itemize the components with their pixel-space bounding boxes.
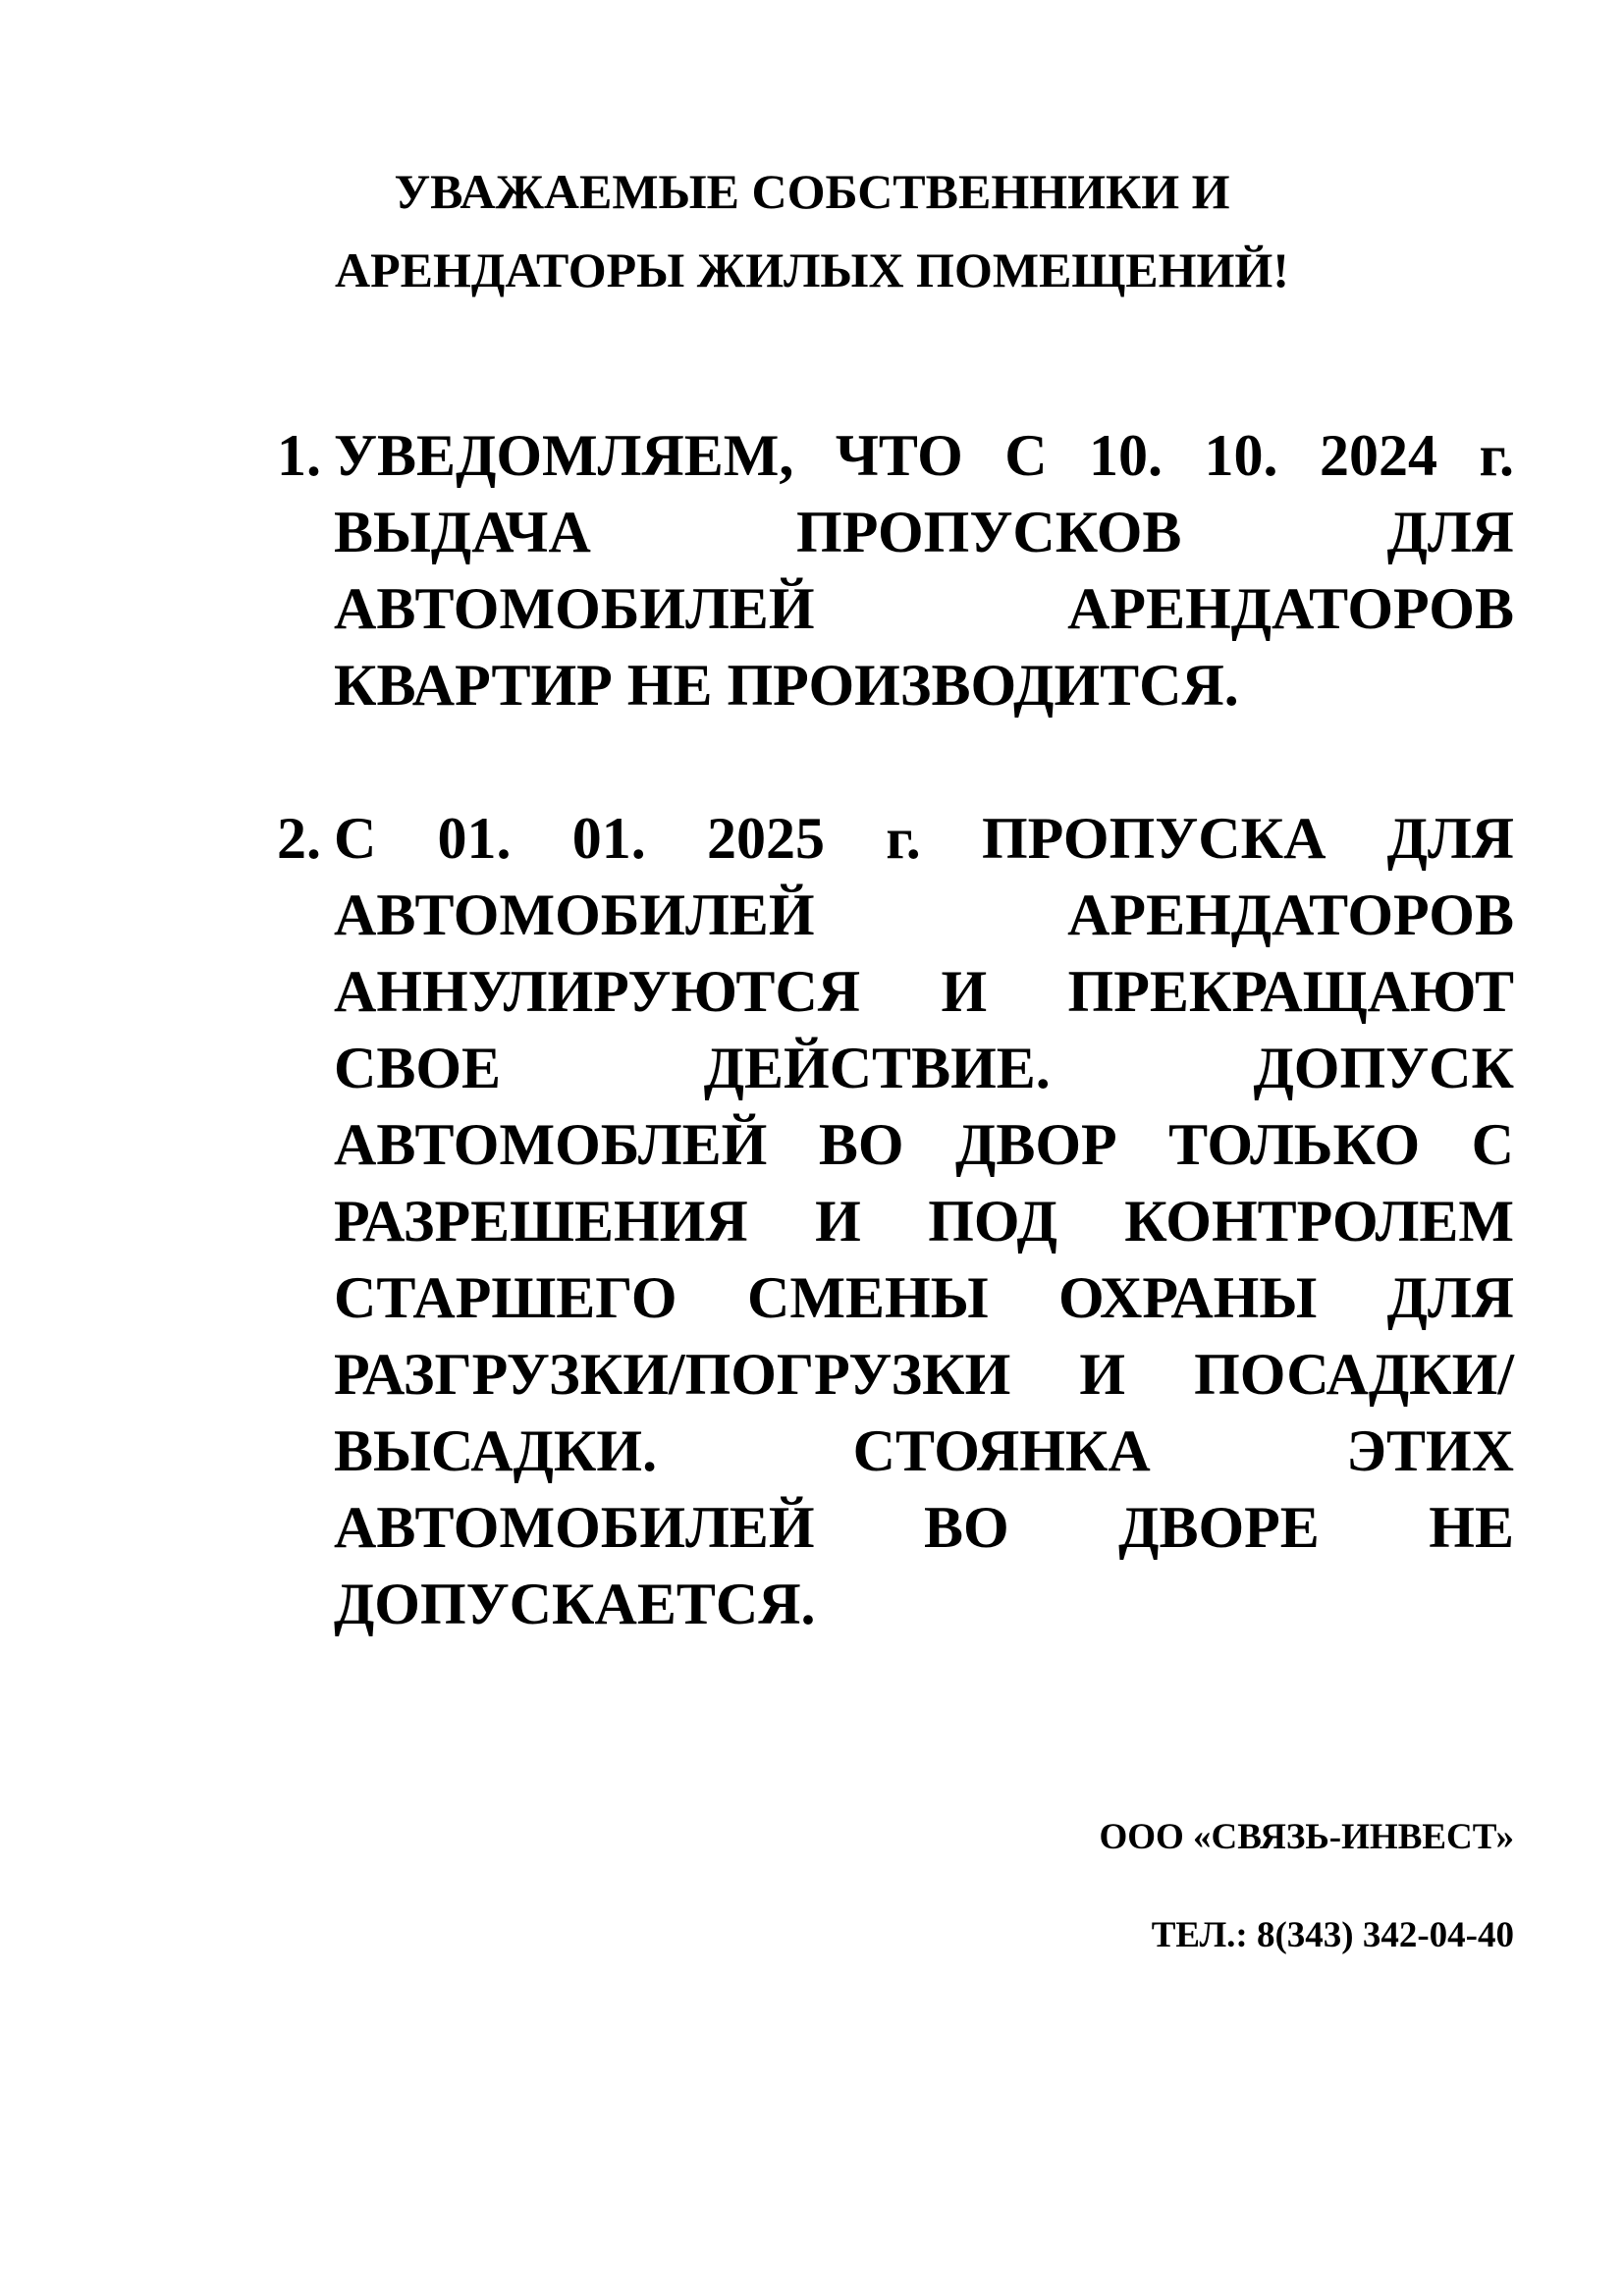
notice-item-line: КВАРТИР НЕ ПРОИЗВОДИТСЯ.	[334, 653, 1239, 718]
notice-item-line: АВТОМОБИЛЕЙ АРЕНДАТОРОВ	[334, 882, 1514, 947]
notice-item-line: ВЫСАДКИ. СТОЯНКА ЭТИХ	[334, 1418, 1514, 1483]
notice-item-line: СТАРШЕГО СМЕНЫ ОХРАНЫ ДЛЯ	[334, 1265, 1514, 1330]
notice-item-line: ВЫДАЧА ПРОПУСКОВ ДЛЯ	[334, 500, 1514, 564]
notice-item-number: 1.	[277, 423, 321, 488]
notice-item-line: РАЗГРУЗКИ/ПОГРУЗКИ И ПОСАДКИ/	[334, 1342, 1514, 1407]
notice-item-line: АВТОМОБЛЕЙ ВО ДВОР ТОЛЬКО С	[334, 1112, 1514, 1177]
notice-item-line: РАЗРЕШЕНИЯ И ПОД КОНТРОЛЕМ	[334, 1189, 1514, 1254]
notice-item-line: УВЕДОМЛЯЕМ, ЧТО С 10. 10. 2024 г.	[334, 423, 1514, 488]
company-phone: ТЕЛ.: 8(343) 342-04-40	[1151, 1915, 1514, 1955]
notice-item-number: 2.	[277, 806, 321, 871]
notice-item-1	[277, 417, 1514, 723]
signature-block	[1099, 1789, 1514, 1985]
notice-item-line: АВТОМОБИЛЕЙ АРЕНДАТОРОВ	[334, 576, 1514, 641]
notice-title-line-2: АРЕНДАТОРЫ ЖИЛЫХ ПОМЕЩЕНИЙ!	[335, 242, 1289, 297]
notice-item-line: С 01. 01. 2025 г. ПРОПУСКА ДЛЯ	[334, 806, 1514, 871]
notice-item-line: АННУЛИРУЮТСЯ И ПРЕКРАЩАЮТ	[334, 959, 1514, 1024]
notice-item-line: АВТОМОБИЛЕЙ ВО ДВОРЕ НЕ	[334, 1495, 1514, 1560]
notice-item-text	[334, 800, 1514, 1642]
notice-item-line: ДОПУСКАЕТСЯ.	[334, 1572, 816, 1636]
notice-item-2	[277, 800, 1514, 1642]
notice-item-text	[334, 417, 1514, 723]
notice-title	[236, 152, 1388, 309]
notice-title-line-1: УВАЖАЕМЫЕ СОБСТВЕННИКИ И	[394, 164, 1230, 219]
company-name: ООО «СВЯЗЬ-ИНВЕСТ»	[1099, 1817, 1514, 1857]
notice-item-line: СВОЕ ДЕЙСТВИЕ. ДОПУСК	[334, 1036, 1514, 1100]
notice-list	[277, 417, 1514, 1642]
